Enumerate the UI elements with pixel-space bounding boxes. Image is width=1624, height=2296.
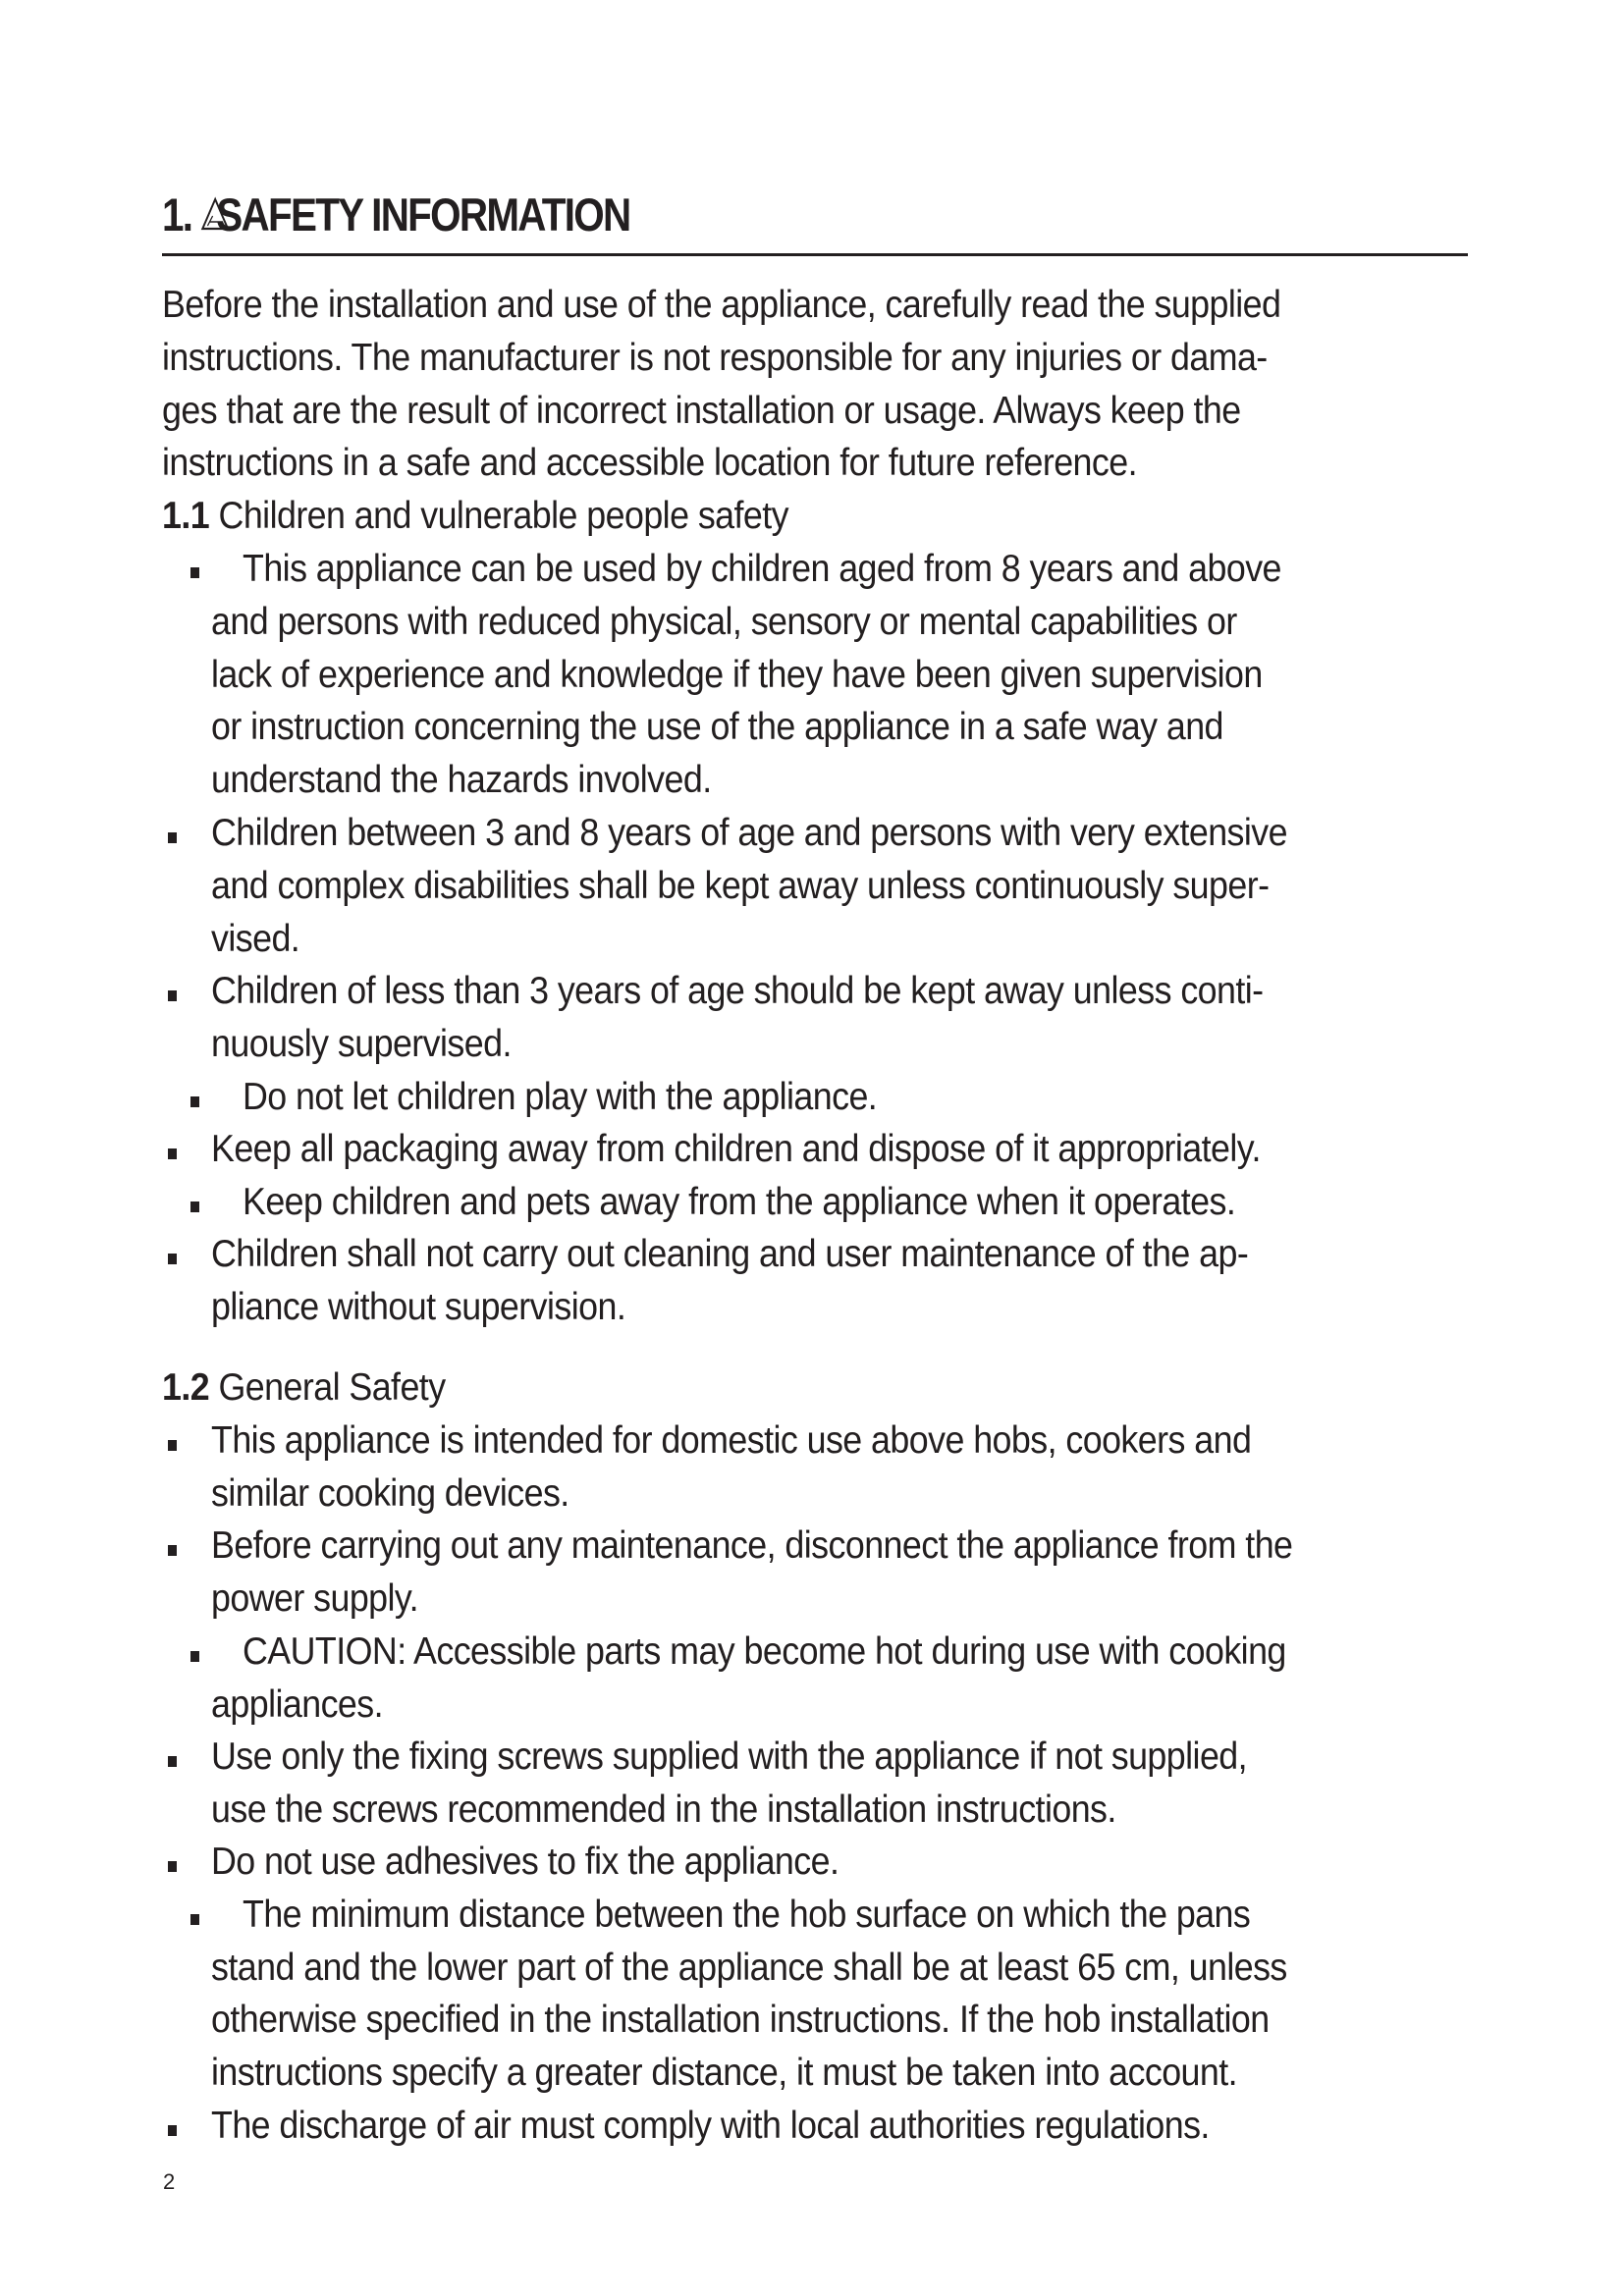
bullet-icon	[168, 1254, 177, 1264]
section-number: 1.	[162, 188, 192, 240]
list-item-line: instructions specify a greater distance, it must be taken into account.	[211, 2052, 1238, 2094]
bullet-icon	[168, 2125, 177, 2136]
bullet-icon	[190, 1201, 199, 1212]
list-item-line: similar cooking devices.	[211, 1472, 569, 1515]
list-item-line: Do not let children play with the appliance.	[243, 1076, 878, 1118]
bullet-icon	[168, 990, 177, 1001]
list-item-line: Keep all packaging away from children and dispose of it appropriately.	[211, 1128, 1261, 1170]
list-item-line: CAUTION: Accessible parts may become hot during use with cooking	[243, 1630, 1286, 1673]
bullet-icon	[190, 1914, 199, 1925]
list-item-line: vised.	[211, 918, 300, 960]
subsection-heading-1-1	[162, 495, 788, 538]
list-item-line: otherwise specified in the installation instructions. If the hob installation	[211, 1999, 1270, 2041]
list-item-line: Do not use adhesives to fix the appliance.	[211, 1841, 839, 1883]
subsection-title: General Safety	[218, 1366, 446, 1409]
list-item-line: This appliance can be used by children aged from 8 years and above	[243, 548, 1281, 590]
list-item-line: nuously supervised.	[211, 1023, 512, 1065]
list-item-line: lack of experience and knowledge if they have been given supervision	[211, 654, 1263, 696]
bullet-icon	[168, 1545, 177, 1556]
list-item-line: Before carrying out any maintenance, disconnect the appliance from the	[211, 1524, 1293, 1567]
list-item-line: and persons with reduced physical, sensory or mental capabilities or	[211, 601, 1237, 643]
page-number: 2	[163, 2169, 176, 2194]
intro-line: Before the installation and use of the appliance, carefully read the supplied	[162, 284, 1281, 326]
list-item-line: This appliance is intended for domestic use above hobs, cookers and	[211, 1419, 1252, 1462]
subsection-title: Children and vulnerable people safety	[218, 495, 789, 537]
list-item-line: Use only the fixing screws supplied with the appliance if not supplied,	[211, 1735, 1248, 1778]
list-item-line: Children of less than 3 years of age should be kept away unless conti-	[211, 970, 1264, 1012]
intro-line: instructions. The manufacturer is not responsible for any injuries or dama-	[162, 337, 1268, 379]
bullet-icon	[168, 832, 177, 843]
subsection-heading-1-2	[162, 1366, 446, 1410]
list-item-line: or instruction concerning the use of the appliance in a safe way and	[211, 706, 1223, 748]
bullet-icon	[168, 1440, 177, 1451]
list-item-line: power supply.	[211, 1577, 419, 1620]
subsection-number: 1.2	[162, 1366, 210, 1409]
list-item-line: understand the hazards involved.	[211, 759, 712, 801]
list-item-line: The discharge of air must comply with local authorities regulations.	[211, 2105, 1210, 2147]
list-item-line: use the screws recommended in the installation instructions.	[211, 1789, 1116, 1831]
section-title-text: SAFETY INFORMATION	[216, 188, 630, 240]
intro-line: ges that are the result of incorrect installation or usage. Always keep the	[162, 390, 1241, 432]
intro-line: instructions in a safe and accessible location for future reference.	[162, 442, 1138, 484]
bullet-icon	[168, 1861, 177, 1872]
list-item-line: Children shall not carry out cleaning and user maintenance of the ap-	[211, 1233, 1249, 1275]
section-title	[162, 185, 1285, 245]
list-item-line: The minimum distance between the hob surface on which the pans	[243, 1894, 1251, 1936]
list-item-line: Keep children and pets away from the appliance when it operates.	[243, 1181, 1236, 1223]
title-divider	[162, 253, 1468, 256]
list-item-line: and complex disabilities shall be kept away unless continuously super-	[211, 865, 1270, 907]
list-item-line: pliance without supervision.	[211, 1286, 626, 1328]
bullet-icon	[190, 1096, 199, 1107]
bullet-icon	[168, 1148, 177, 1159]
bullet-icon	[168, 1756, 177, 1767]
bullet-icon	[190, 1651, 199, 1662]
list-item-line: appliances.	[211, 1683, 384, 1726]
list-item-line: stand and the lower part of the appliance shall be at least 65 cm, unless	[211, 1947, 1287, 1989]
subsection-number: 1.1	[162, 495, 210, 537]
list-item-line: Children between 3 and 8 years of age and persons with very extensive	[211, 812, 1288, 854]
bullet-icon	[190, 567, 199, 578]
